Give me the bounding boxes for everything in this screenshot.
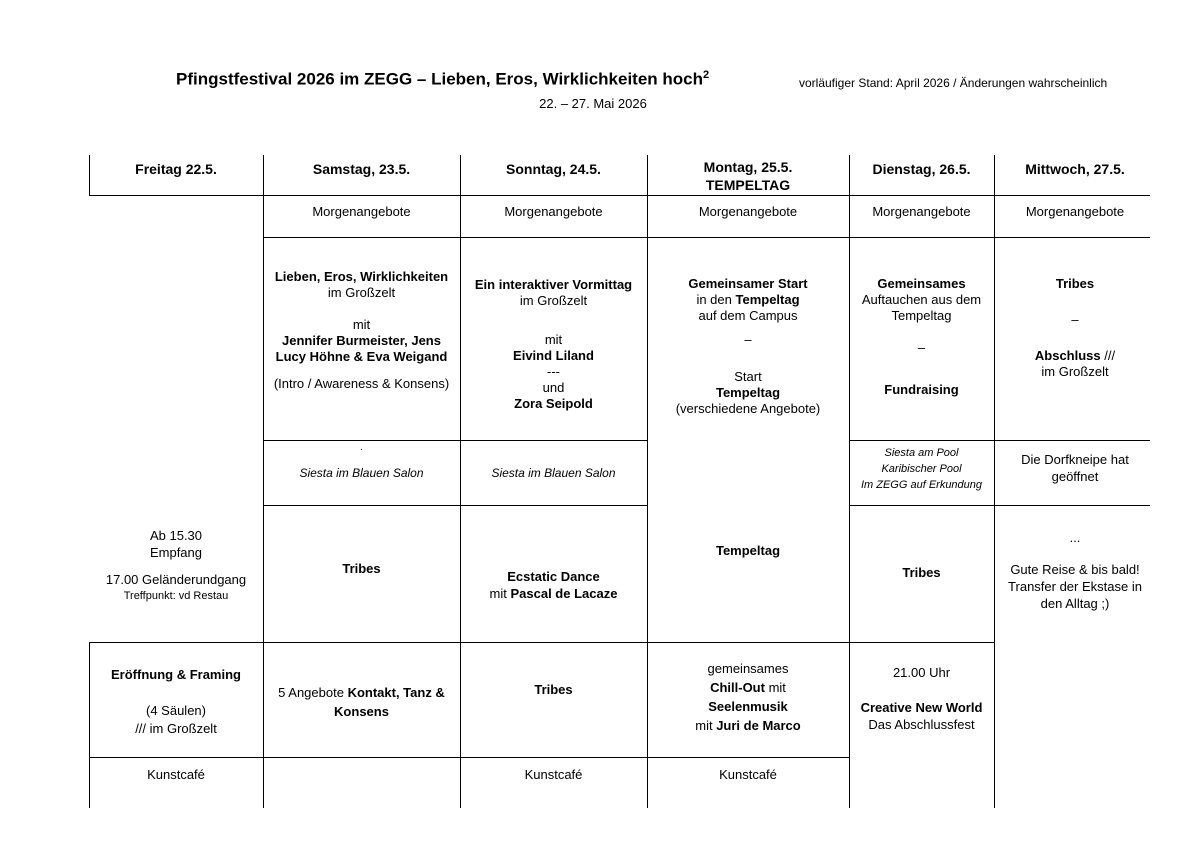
text-line: Die Dorfkneipe hat (1021, 452, 1129, 467)
text-line: --- (547, 364, 560, 379)
text-line: Eröffnung & Framing (111, 667, 241, 682)
table-grid-line (263, 505, 647, 506)
cell-freitag-afternoon (89, 527, 263, 605)
cell-samstag-morgenangebote: Morgenangebote (312, 204, 411, 219)
text-line: /// im Großzelt (135, 721, 217, 736)
cell-sonntag-morgenangebote: Morgenangebote (504, 204, 603, 219)
text-line: Ab 15.30 (149, 528, 203, 543)
text-line: Tempeltag (891, 308, 952, 323)
cell-samstag-afternoon: Tribes (342, 561, 381, 576)
table-grid-line (263, 440, 647, 441)
text-line: 21.00 Uhr (892, 665, 951, 680)
cell-dienstag-siesta (849, 445, 994, 493)
text-line: Das Abschlussfest (868, 717, 975, 732)
text-line: im Großzelt (327, 285, 396, 300)
column-header-samstag: Samstag, 23.5. (312, 161, 411, 177)
text-line: und (542, 380, 565, 395)
text-line: mit (544, 332, 563, 347)
text-line: Konsens (334, 704, 389, 719)
text-line: Start (734, 369, 762, 384)
stray-mark: . (360, 442, 363, 452)
cell-montag-main (647, 276, 849, 417)
cell-samstag-siesta: Siesta im Blauen Salon (299, 466, 424, 480)
text-line: Abschluss /// (1034, 348, 1116, 363)
text-line: Siesta am Pool (884, 447, 959, 459)
text-line: (Intro / Awareness & Konsens) (273, 376, 450, 391)
text-line: Tempeltag (715, 385, 781, 400)
status-note: vorläufiger Stand: April 2026 / Änderungen wahrscheinlich (799, 76, 1108, 90)
text-line: mit Pascal de Lacaze (489, 586, 618, 601)
text-line: – (917, 340, 926, 355)
page-title-superscript: 2 (703, 69, 710, 81)
cell-dienstag-morning (849, 276, 994, 398)
text-line: Gemeinsamer Start (688, 276, 808, 291)
text-line: Zora Seipold (514, 396, 593, 411)
cell-montag-tempeltag: Tempeltag (715, 543, 781, 558)
text-line: Eivind Liland (513, 348, 594, 363)
column-header-montag (647, 158, 849, 194)
text-line: Ecstatic Dance (507, 569, 600, 584)
cell-montag-morgenangebote: Morgenangebote (698, 204, 798, 219)
cell-sonntag-afternoon (460, 568, 647, 602)
text-line: Lucy Höhne & Eva Weigand (275, 349, 448, 364)
text-line: den Alltag ;) (1040, 596, 1110, 611)
text-line: in den Tempeltag (696, 292, 800, 307)
text-line: Chill-Out mit (710, 680, 786, 695)
text-line: Creative New World (860, 700, 983, 715)
text-line: mit (352, 317, 371, 332)
cell-freitag-kunstcafe: Kunstcafé (147, 767, 205, 782)
cell-montag-kunstcafe: Kunstcafé (719, 767, 777, 782)
date-range: 22. – 27. Mai 2026 (539, 96, 647, 111)
text-line: mit Juri de Marco (695, 718, 801, 733)
text-line: ... (1069, 530, 1081, 545)
text-line: (4 Säulen) (146, 703, 206, 718)
column-header-sonntag: Sonntag, 24.5. (506, 161, 601, 177)
column-header-mittwoch: Mittwoch, 27.5. (1025, 161, 1125, 177)
cell-dienstag-morgenangebote: Morgenangebote (872, 204, 971, 219)
text-line: TEMPELTAG (705, 177, 791, 193)
text-line: Treffpunkt: vd Restau (123, 590, 229, 602)
text-line: auf dem Campus (698, 308, 798, 323)
cell-mittwoch-afternoon (994, 529, 1156, 612)
cell-montag-evening (647, 659, 849, 735)
text-line: Seelenmusik (708, 699, 788, 714)
text-line: Jennifer Burmeister, Jens (282, 333, 441, 348)
column-header-dienstag: Dienstag, 26.5. (872, 161, 971, 177)
text-line: – (1071, 312, 1079, 327)
text-line: Auftauchen aus dem (861, 292, 982, 307)
table-grid-line (89, 195, 1150, 196)
cell-sonntag-siesta: Siesta im Blauen Salon (491, 466, 616, 480)
cell-mittwoch-morning (994, 276, 1156, 380)
text-line: Im ZEGG auf Erkundung (860, 479, 983, 491)
text-line: 5 Angebote Kontakt, Tanz & (278, 685, 445, 700)
table-grid-line (89, 757, 849, 758)
text-line: Montag, 25.5. (703, 159, 793, 175)
cell-freitag-evening (89, 666, 263, 738)
cell-mittwoch-morgenangebote: Morgenangebote (1025, 204, 1125, 219)
text-line: Lieben, Eros, Wirklichkeiten (274, 269, 449, 284)
cell-sonntag-morning (460, 277, 647, 412)
text-line: gemeinsames (707, 661, 789, 676)
cell-dienstag-afternoon: Tribes (902, 565, 941, 580)
text-line: 17.00 Geländerundgang (105, 572, 247, 587)
text-line: Ein interaktiver Vormittag (474, 277, 633, 292)
text-line: Gemeinsames (877, 276, 966, 291)
text-line: im Großzelt (1041, 364, 1109, 379)
column-header-freitag: Freitag 22.5. (135, 161, 217, 177)
text-line: Fundraising (884, 382, 959, 397)
table-grid-line (849, 440, 1150, 441)
text-line: Transfer der Ekstase in (1008, 579, 1142, 594)
cell-sonntag-kunstcafe: Kunstcafé (524, 767, 583, 782)
cell-mittwoch-siesta (994, 451, 1156, 485)
text-line: (verschiedene Angebote) (675, 401, 821, 416)
text-line: Tribes (1055, 276, 1095, 291)
cell-dienstag-evening (849, 664, 994, 733)
table-grid-line (849, 505, 1150, 506)
table-grid-line (89, 642, 994, 643)
page-title (176, 69, 709, 90)
text-line: im Großzelt (519, 293, 588, 308)
text-line: – (744, 332, 752, 347)
cell-samstag-morning (263, 269, 460, 392)
text-line: geöffnet (1051, 469, 1099, 484)
page-title-text: Pfingstfestival 2026 im ZEGG – Lieben, Eros, Wirklichkeiten hoch (176, 69, 703, 89)
cell-sonntag-evening: Tribes (534, 682, 573, 697)
text-line: Karibischer Pool (881, 463, 962, 475)
cell-samstag-evening (263, 683, 460, 721)
text-line: Empfang (149, 545, 203, 560)
table-grid-line (263, 237, 1150, 238)
text-line: Gute Reise & bis bald! (1010, 562, 1140, 577)
table-grid-line (460, 155, 461, 808)
